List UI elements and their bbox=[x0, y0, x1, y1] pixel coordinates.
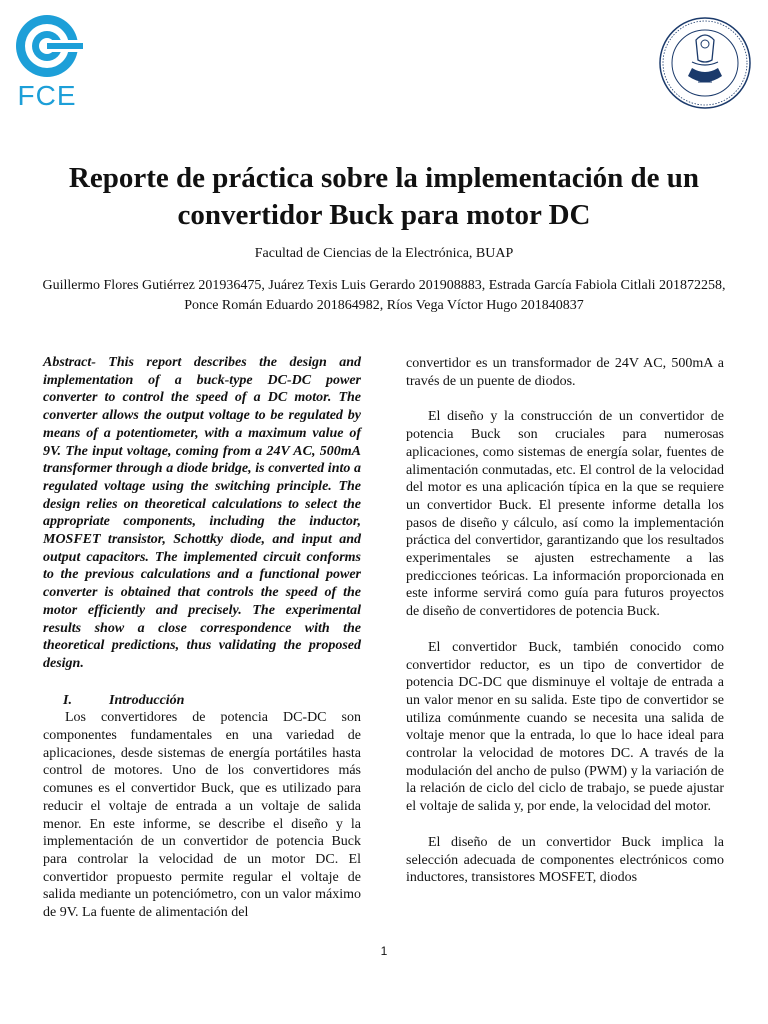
fce-logo-icon bbox=[10, 12, 84, 80]
introduction-continuation: convertidor es un transformador de 24V AC, 500mA a través de un puente de diodos. bbox=[406, 356, 724, 389]
university-seal bbox=[658, 16, 752, 110]
affiliation: Facultad de Ciencias de la Electrónica, BUAP bbox=[254, 246, 514, 261]
section-heading-introduction bbox=[43, 692, 361, 710]
left-column bbox=[43, 354, 361, 922]
page-number: 1 bbox=[380, 944, 388, 958]
author-list: Guillermo Flores Gutiérrez 201936475, Juárez Texis Luis Gerardo 201908883, Estrada García Fabiola Citlali 201872258, Ponce Román Eduardo 201864982, Ríos Vega Víctor Hugo 201840837 bbox=[42, 278, 726, 313]
abstract: Abstract- This report describes the design and implementation of a buck-type DC-DC power converter to control the speed of a DC motor. The converter allows the output voltage to be regulated by means of a potentiometer, with a maximum value of 9V. The input voltage, coming from a 24V AC, 500mA transformer through a diode bridge, is converted into a regulated voltage using the switching principle. The design relies on theoretical calculations to select the appropriate components, including the inductor, MOSFET transistor, Schottky diode, and input and output capacitors. The implemented circuit conforms to the previous calculations and a functional power converter is obtained that controls the speed of the motor efficiently and precisely. The experimental results show a close correspondence with the theoretical predictions, thus validating the proposed design. bbox=[43, 355, 361, 671]
section-title: Introducción bbox=[109, 692, 185, 708]
introduction-paragraph-3: El convertidor Buck, también conocido como convertidor reductor, es un tipo de convertidor de potencia DC-DC que disminuye el voltaje de entrada a un valor menor en su salida. Este tipo de convertidor se utiliza comúnmente cuando se necesita una salida de voltaje menor que la entrada, lo que lo hace ideal para controlar la velocidad de motores DC. A través de la modulación del ancho de pulso (PWM) y la variación de la relación de ciclo del ciclo de trabajo, se puede ajustar el voltaje de salida y, por ende, la velocidad del motor. bbox=[406, 639, 724, 815]
paper-title: Reporte de práctica sobre la implementación de un convertidor Buck para motor DC bbox=[68, 162, 700, 231]
section-number: I. bbox=[63, 692, 72, 708]
introduction-paragraph-2: El diseño y la construcción de un convertidor de potencia Buck son cruciales para numerosas aplicaciones, como sistemas de energía solar, fuentes de alimentación conmutadas, etc. El control de la velocidad del motor es una aplicación típica en la que se requiere un convertidor Buck. El presente informe detalla los pasos de diseño y cálculo, así como la implementación práctica del convertidor, garantizando que los resultados experimentales se ajusten estrechamente a las predicciones teóricas. La información proporcionada en este informe servirá como guía para futuros proyectos de diseño de convertidores de potencia Buck. bbox=[406, 409, 724, 620]
fce-logo bbox=[10, 12, 84, 110]
introduction-paragraph-4: El diseño de un convertidor Buck implica la selección adecuada de componentes electrónicos como inductores, transistores MOSFET, diodos bbox=[406, 834, 724, 886]
introduction-paragraph-1: Los convertidores de potencia DC-DC son componentes fundamentales en una variedad de aplicaciones, desde sistemas de energía portátiles hasta control de motores. Uno de los convertidores más comunes es el convertidor Buck, que es utilizado para reducir el voltaje de entrada a un voltaje de salida menor. En este informe, se describe el diseño y la implementación de un convertidor de potencia Buck para controlar la velocidad de un motor DC. El convertidor propuesto permite regular el voltaje de salida mediante un potenciómetro, con un valor máximo de 9V. La fuente de alimentación del bbox=[43, 710, 361, 921]
university-seal-icon bbox=[658, 16, 752, 110]
fce-logo-text: FCE bbox=[17, 80, 77, 111]
right-column bbox=[406, 355, 724, 887]
